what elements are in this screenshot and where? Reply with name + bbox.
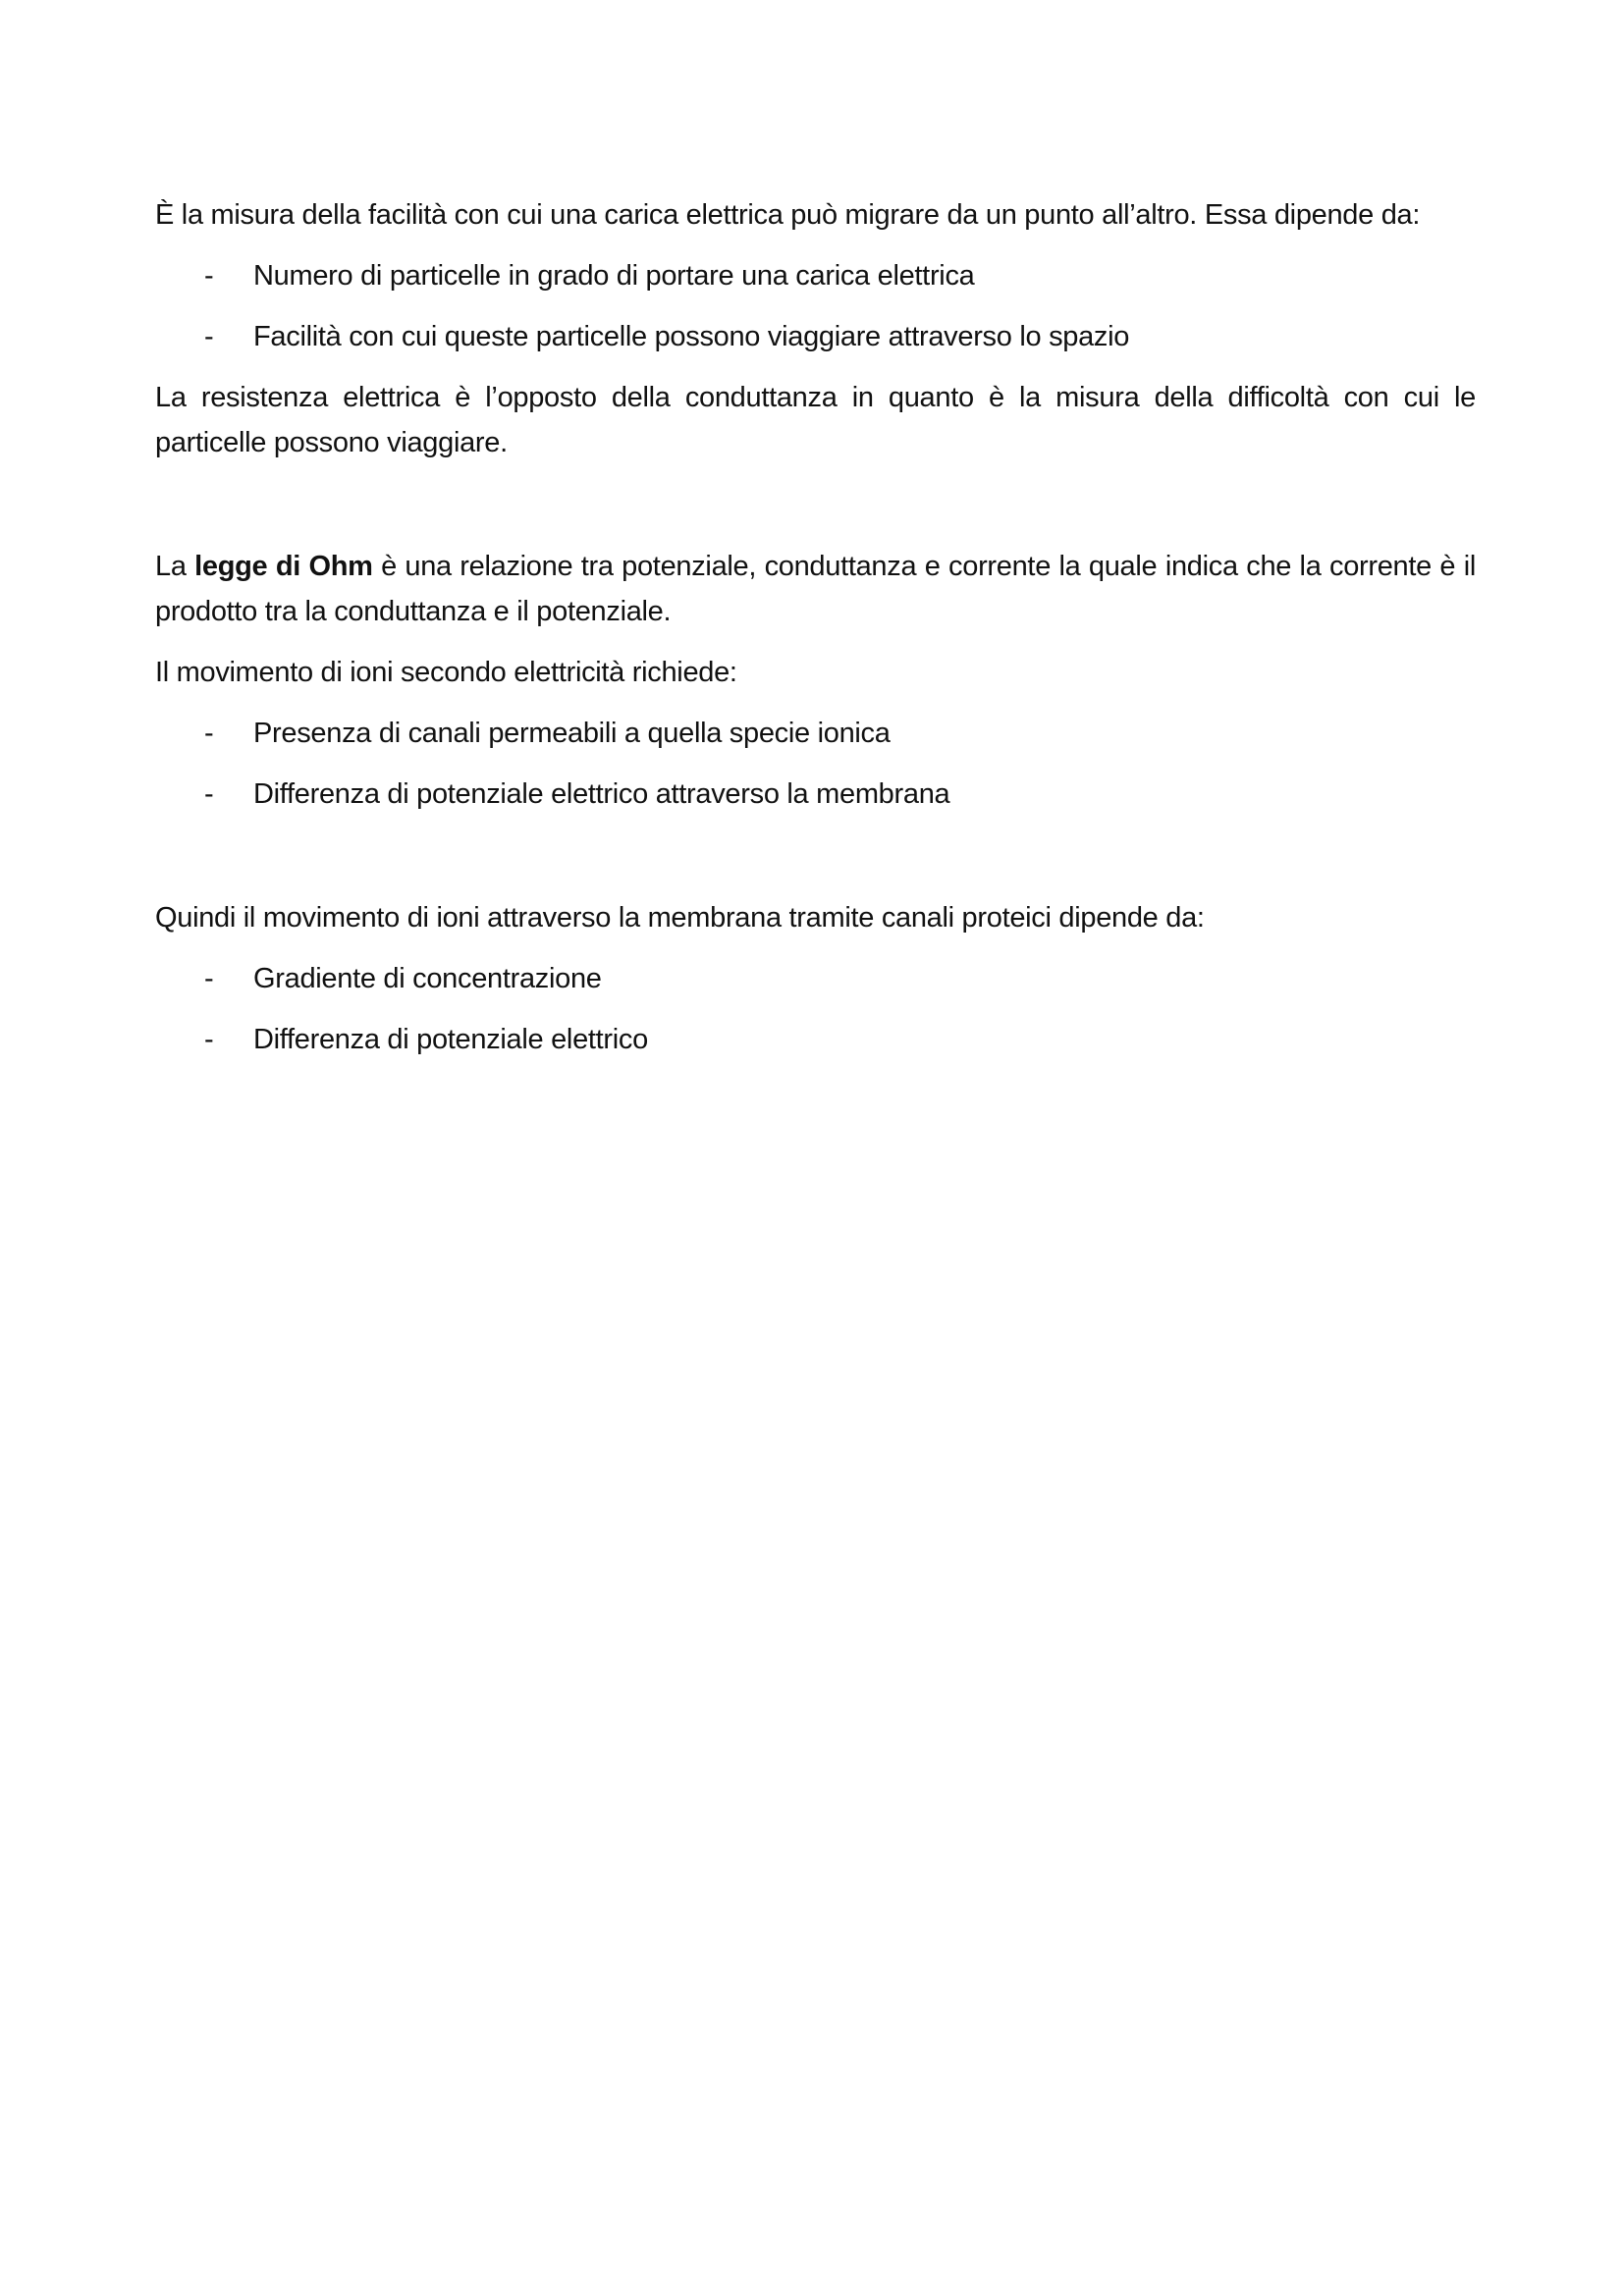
ion-movement-intro: Il movimento di ioni secondo elettricità richiede: xyxy=(155,657,737,688)
conductance-factors-list xyxy=(155,253,1476,359)
bullet-dash: - xyxy=(204,963,214,994)
ohm-law-paragraph xyxy=(155,544,1476,634)
list-item-text: Differenza di potenziale elettrico xyxy=(253,1024,648,1055)
bullet-dash: - xyxy=(204,778,214,810)
list-item xyxy=(155,253,1476,298)
list-item xyxy=(155,772,1476,817)
summary-paragraph: Quindi il movimento di ioni attraverso la membrana tramite canali proteici dipende da: xyxy=(155,902,1205,934)
list-item-text: Differenza di potenziale elettrico attraverso la membrana xyxy=(253,778,950,810)
ohm-rest: è una relazione tra potenziale, conduttanza e corrente la quale indica che la corrente è il prodotto tra la conduttanza e il potenziale. xyxy=(155,551,1477,627)
list-item xyxy=(155,711,1476,756)
bullet-dash: - xyxy=(204,321,214,352)
list-item-text: Presenza di canali permeabili a quella specie ionica xyxy=(253,718,891,749)
list-item xyxy=(155,956,1476,1001)
list-item-text: Numero di particelle in grado di portare una carica elettrica xyxy=(253,260,975,292)
summary-factors-list xyxy=(155,956,1476,1062)
conductance-definition: È la misura della facilità con cui una carica elettrica può migrare da un punto all’altro. Essa dipende da: xyxy=(155,199,1421,231)
list-item xyxy=(155,1017,1476,1062)
ion-movement-requirements-list xyxy=(155,711,1476,817)
bullet-dash: - xyxy=(204,1024,214,1055)
list-item-text: Gradiente di concentrazione xyxy=(253,963,602,994)
list-item-text: Facilità con cui queste particelle possono viaggiare attraverso lo spazio xyxy=(253,321,1130,352)
bullet-dash: - xyxy=(204,718,214,749)
ohm-prefix: La xyxy=(155,551,195,582)
resistance-paragraph: La resistenza elettrica è l’opposto della conduttanza in quanto è la misura della difficoltà con cui le particelle possono viaggiare. xyxy=(155,382,1476,458)
list-item xyxy=(155,314,1476,359)
ohm-law-term: legge di Ohm xyxy=(194,551,373,582)
page-content xyxy=(155,192,1476,1062)
bullet-dash: - xyxy=(204,260,214,292)
